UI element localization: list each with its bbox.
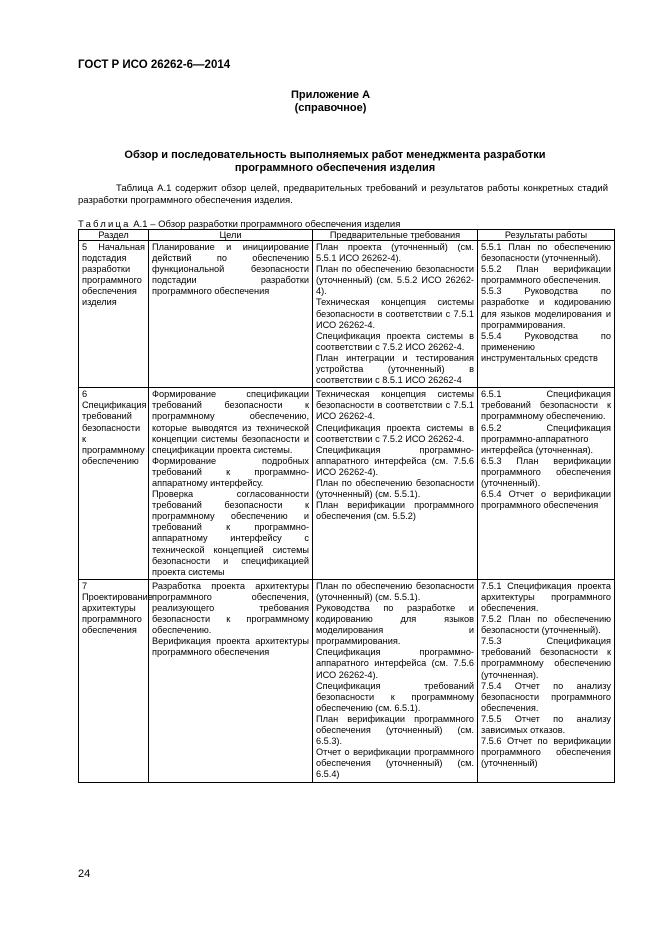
cell-paragraph: План верификации программного обеспечения (уточненный) (см. 6.5.3). [316, 713, 474, 747]
cell-paragraph: План по обеспечению безопасности (уточненный) (см. 5.5.1). [316, 580, 474, 602]
header-goals: Цели [149, 230, 313, 241]
cell-paragraph: Спецификация проекта системы в соответствии с 7.5.2 ИСО 26262-4. [316, 422, 474, 444]
cell-paragraph: Разработка проекта архитектуры программного обеспечения, реализующего требования безопасности к программному обеспечению. [152, 580, 309, 636]
cell-paragraph: 6.5.4 Отчет о верификации программного обеспечения [481, 489, 611, 511]
table-row [79, 388, 615, 580]
cell-paragraph: 6 Спецификация требований безопасности к программному обеспечению [82, 389, 147, 466]
main-title: Обзор и последовательность выполняемых работ менеджмента разработки программного обеспечения изделия [124, 149, 546, 174]
table-row [79, 241, 615, 388]
cell-paragraph: Формирование подробных требований к программно-аппаратному интерфейсу. [152, 455, 309, 488]
cell-goals [149, 579, 313, 782]
cell-paragraph: Руководства по разработке и кодированию для языков моделирования и программирования. [316, 603, 474, 647]
cell-paragraph: Техническая концепция системы безопасности в соответствии с 7.5.1 ИСО 26262-4. [316, 389, 474, 422]
annex-subtitle: (справочное) [294, 102, 367, 114]
cell-paragraph: 6.5.1 Спецификация требований безопасности к программному обеспечению. [481, 389, 611, 422]
cell-paragraph: 5.5.1 План по обеспечению безопасности (уточненный). [481, 242, 611, 264]
cell-paragraph: 5.5.2 План верификации программного обеспечения. [481, 264, 611, 286]
cell-paragraph: 7.5.2 План по обеспечению безопасности (уточненный). [481, 614, 611, 636]
cell-results [478, 579, 615, 782]
cell-paragraph: 7.5.1 Спецификация проекта архитектуры программного обеспечения. [481, 580, 611, 613]
cell-paragraph: 5.5.3 Руководства по разработке и кодированию для языков моделирования и программирования. [481, 286, 611, 330]
cell-paragraph: 7.5.4 Отчет по анализу безопасности программного обеспечения. [481, 680, 611, 713]
cell-paragraph: Проверка согласованности требований безопасности к программному обеспечению и требований к программно-аппаратному интерфейсу с технической концепцией системы безопасности и спецификацией проекта системы [152, 489, 309, 577]
cell-paragraph: Планирование и инициирование действий по обеспечению функциональной безопасности подстадии разработки программного обеспечения [152, 242, 309, 297]
cell-section [79, 241, 149, 388]
cell-paragraph: 5 Начальная подстадия разработки программного обеспечения изделия [82, 242, 145, 308]
cell-paragraph: Спецификация проекта системы в соответствии с 7.5.2 ИСО 26262-4. [316, 330, 474, 352]
document-header: ГОСТ Р ИСО 26262-6—2014 [78, 59, 231, 71]
cell-results [478, 388, 615, 580]
table-row [79, 579, 615, 782]
cell-paragraph: Спецификация требований безопасности к программному обеспечению (см. 6.5.1). [316, 680, 474, 713]
cell-prerequisites [313, 241, 478, 388]
header-section: Раздел [79, 230, 149, 241]
intro-paragraph: Таблица А.1 содержит обзор целей, предварительных требований и результатов работы конкретных стадий разработки программного обеспечения изделия. [78, 183, 608, 206]
cell-paragraph: 6.5.2 Спецификация программно-аппаратного интерфейса (уточненная). [481, 422, 611, 455]
table-header-row [79, 230, 615, 241]
cell-paragraph: Формирование спецификации требований безопасности к программному обеспечению, которые выводятся из технической концепции системы безопасности и спецификации проекта системы. [152, 389, 309, 455]
cell-paragraph: Спецификация программно-аппаратного интерфейса (см. 7.5.6 ИСО 26262-4). [316, 444, 474, 477]
cell-paragraph: 7.5.6 Отчет по верификации программного обеспечения (уточненный) [481, 736, 611, 769]
cell-paragraph: План по обеспечению безопасности (уточненный) (см. 5.5.1). [316, 477, 474, 500]
cell-paragraph: Отчет о верификации программного обеспечения (уточненный) (см. 6.5.4) [316, 747, 474, 780]
cell-paragraph: План по обеспечению безопасности (уточненный) (см. 5.5.2 ИСО 26262-4). [316, 264, 474, 297]
cell-prerequisites [313, 388, 478, 580]
header-prerequisites: Предварительные требования [313, 230, 478, 241]
cell-goals [149, 241, 313, 388]
cell-section [79, 579, 153, 782]
annex-title: Приложение А [290, 89, 371, 101]
cell-section [79, 388, 149, 580]
header-results: Результаты работы [478, 230, 615, 241]
cell-paragraph: Верификация проекта архитектуры программного обеспечения [152, 636, 309, 658]
cell-goals [149, 388, 313, 580]
table-caption-text: А.1 – Обзор разработки программного обеспечения изделия [133, 219, 401, 230]
cell-paragraph: Спецификация программно-аппаратного интерфейса (см. 7.5.6 ИСО 26262-4). [316, 647, 474, 680]
cell-paragraph: 7 Проектирование архитектуры программного обеспечения [82, 580, 153, 636]
cell-paragraph: План интеграции и тестирования устройства (уточненный) в соответствии с 8.5.1 ИСО 26262-4 [316, 352, 474, 386]
cell-paragraph: Техническая концепция системы безопасности в соответствии с 7.5.1 ИСО 26262-4. [316, 297, 474, 330]
cell-prerequisites [313, 579, 478, 782]
cell-paragraph: 7.5.5 Отчет по анализу зависимых отказов. [481, 713, 611, 736]
overview-table [78, 229, 615, 783]
cell-results [478, 241, 615, 388]
table-caption-word: Таблица [78, 219, 131, 230]
page-number: 24 [78, 868, 91, 880]
annex-heading [0, 89, 661, 115]
cell-paragraph: План верификации программного обеспечения (см. 5.5.2) [316, 500, 474, 522]
cell-paragraph: 6.5.3 План верификации программного обеспечения (уточненный). [481, 455, 611, 488]
cell-paragraph: 5.5.4 Руководства по применению инструментальных средств [481, 330, 611, 363]
cell-paragraph: План проекта (уточненный) (см. 5.5.1 ИСО 26262-4). [316, 242, 474, 264]
cell-paragraph: 7.5.3 Спецификация требований безопасности к программному обеспечению (уточненная). [481, 636, 611, 680]
